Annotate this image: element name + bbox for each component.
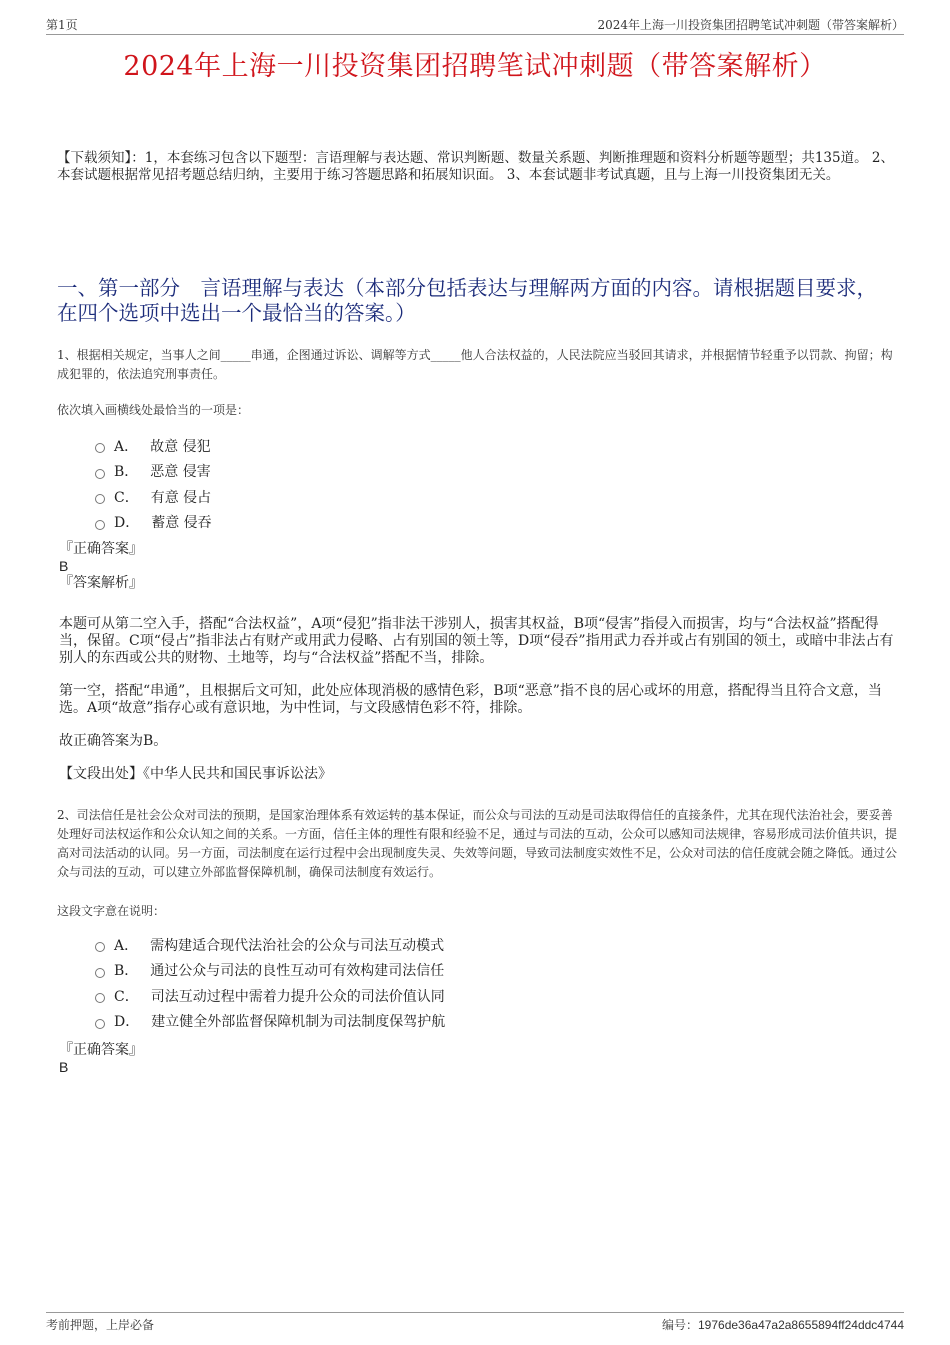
option-letter: D． bbox=[114, 1014, 140, 1031]
option-letter: A． bbox=[114, 937, 139, 954]
option-text: 有意 侵占 bbox=[150, 489, 212, 506]
correct-answer: B bbox=[59, 558, 69, 574]
option-letter: A． bbox=[114, 438, 139, 455]
question-1-text: 1、根据相关规定，当事人之间_____串通，企图通过诉讼、调解等方式_____他人合法权益的，人民法院应当驳回其请求，并根据情节轻重予以罚款、拘留；构成犯罪的，依法追究刑事责任。 bbox=[57, 348, 893, 381]
option-letter: C． bbox=[114, 489, 139, 506]
analysis-paragraph: 本题可从第二空入手，搭配“合法权益”，A项“侵犯”指非法干涉别人，损害其权益，B项“侵害”指侵入而损害，均与“合法权益”搭配得当，保留。C项“侵占”指非法占有财产或用武力侵略、占有别国的领土等，D项“侵吞”指用武力吞并或占有别国的领土，或暗中非法占有别人的东西或公共的财物、土地等，均与“合法权益”搭配不当，排除。 bbox=[59, 616, 894, 666]
question-2-option-d[interactable] bbox=[95, 1009, 445, 1035]
analysis-label: 『答案解析』 bbox=[59, 575, 143, 591]
question-2-option-a[interactable] bbox=[95, 932, 445, 958]
analysis-paragraph: 第一空，搭配“串通”，且根据后文可知，此处应体现消极的感情色彩，B项“恶意”指不良的居心或坏的用意，搭配得当且符合文意，当选。A项“故意”指存心或有意识地，为中性词，与文段感情色彩不符，排除。 bbox=[59, 683, 882, 716]
section-heading: 一、第一部分 言语理解与表达（本部分包括表达与理解两方面的内容。请根据题目要求，在四个选项中选出一个最恰当的答案。） bbox=[57, 276, 877, 325]
radio-icon[interactable] bbox=[95, 469, 105, 479]
option-text: 通过公众与司法的良性互动可有效构建司法信任 bbox=[150, 963, 445, 980]
question-1-option-b[interactable] bbox=[95, 459, 212, 485]
option-letter: C． bbox=[114, 988, 139, 1005]
question-1-analysis bbox=[59, 616, 897, 783]
option-text: 恶意 侵害 bbox=[150, 464, 211, 481]
question-1-answer-block bbox=[59, 541, 897, 592]
option-text: 故意 侵犯 bbox=[150, 438, 211, 455]
page-footer bbox=[46, 1312, 904, 1333]
header-doc-title: 2024年上海一川投资集团招聘笔试冲刺题（带答案解析） bbox=[597, 18, 904, 32]
radio-icon[interactable] bbox=[95, 494, 105, 504]
radio-icon[interactable] bbox=[95, 968, 105, 978]
analysis-conclusion: 故正确答案为B。 bbox=[59, 733, 168, 749]
option-letter: D． bbox=[114, 515, 140, 532]
option-text: 需构建适合现代法治社会的公众与司法互动模式 bbox=[150, 937, 445, 954]
question-2-prompt: 这段文字意在说明： bbox=[57, 904, 166, 918]
radio-icon[interactable] bbox=[95, 520, 105, 530]
page-header bbox=[46, 14, 904, 35]
correct-answer: B bbox=[59, 1059, 69, 1075]
option-text: 蓄意 侵吞 bbox=[151, 515, 212, 532]
question-1-options bbox=[95, 433, 212, 535]
radio-icon[interactable] bbox=[95, 443, 105, 453]
footer-slogan: 考前押题，上岸必备 bbox=[46, 1318, 155, 1332]
footer-code bbox=[662, 1316, 904, 1333]
answer-label: 『正确答案』 bbox=[59, 541, 143, 557]
question-1-option-c[interactable] bbox=[95, 484, 212, 510]
option-letter: B． bbox=[114, 963, 139, 980]
option-text: 建立健全外部监督保障机制为司法制度保驾护航 bbox=[151, 1014, 446, 1031]
answer-label: 『正确答案』 bbox=[59, 1042, 143, 1058]
question-1-prompt: 依次填入画横线处最恰当的一项是： bbox=[57, 403, 250, 417]
option-text: 司法互动过程中需着力提升公众的司法价值认同 bbox=[150, 988, 445, 1005]
code-value: 1976de36a47a2a8655894ff24ddc4744 bbox=[698, 1318, 904, 1332]
radio-icon[interactable] bbox=[95, 993, 105, 1003]
page-number: 第1页 bbox=[46, 18, 78, 32]
source-citation: 【文段出处】《中华人民共和国民事诉讼法》 bbox=[59, 766, 332, 782]
radio-icon[interactable] bbox=[95, 1019, 105, 1029]
question-1-option-d[interactable] bbox=[95, 510, 212, 536]
option-letter: B． bbox=[114, 464, 139, 481]
question-2-text: 2、司法信任是社会公众对司法的预期，是国家治理体系有效运转的基本保证，而公众与司法的互动是司法取得信任的直接条件，尤其在现代法治社会，要妥善处理好司法权运作和公众认知之间的关系。一方面，信任主体的理性有限和经验不足，通过与司法的互动，公众可以感知司法规律，容易形成司法价值共识，提高对司法活动的认同。另一方面，司法制度在运行过程中会出现制度失灵、失效等问题，导致司法制度实效性不足，公众对司法的信任度就会随之降低。通过公众与司法的互动，可以建立外部监督保障机制，确保司法制度有效运行。 bbox=[57, 808, 898, 879]
question-2-answer-block bbox=[59, 1042, 897, 1076]
download-notice: 【下载须知】：1，本套练习包含以下题型：言语理解与表达题、常识判断题、数量关系题、判断推理题和资料分析题等题型；共135道。 2、本套试题根据常见招考题总结归纳，主要用于练习答题思路和拓展知识面。 3、本套试题非考试真题，且与上海一川投资集团无关。 bbox=[57, 150, 894, 183]
document-title: 2024年上海一川投资集团招聘笔试冲刺题（带答案解析） bbox=[123, 51, 827, 82]
radio-icon[interactable] bbox=[95, 942, 105, 952]
question-1-option-a[interactable] bbox=[95, 433, 212, 459]
question-2-option-c[interactable] bbox=[95, 983, 445, 1009]
question-2-options bbox=[95, 932, 445, 1034]
code-label: 编号： bbox=[661, 1318, 698, 1332]
question-2-option-b[interactable] bbox=[95, 958, 445, 984]
